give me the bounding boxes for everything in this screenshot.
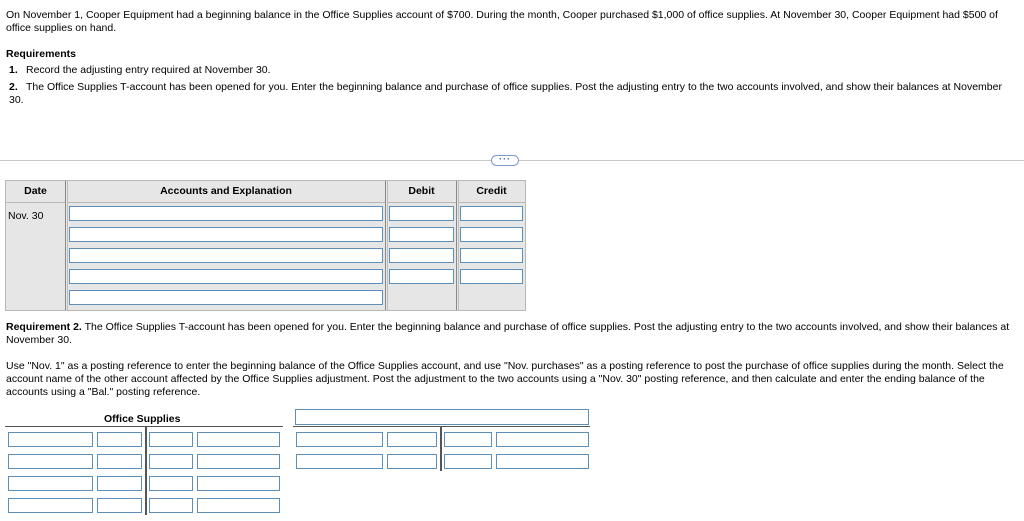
header-date: Date bbox=[6, 181, 65, 203]
credit-input-row-1[interactable] bbox=[460, 206, 523, 221]
account-input-row-2[interactable] bbox=[69, 227, 383, 242]
credit-input-row-4[interactable] bbox=[460, 269, 523, 284]
second-account-name-select[interactable] bbox=[295, 409, 589, 425]
column-separator bbox=[387, 181, 388, 310]
ta2-debit-ref-row-2[interactable] bbox=[296, 454, 383, 469]
requirement-2 bbox=[9, 81, 1009, 107]
requirement-2-number: 2. bbox=[9, 81, 18, 93]
debit-input-row-1[interactable] bbox=[389, 206, 454, 221]
expand-ellipsis-button[interactable]: ··· bbox=[491, 155, 519, 166]
ta2-debit-ref-row-1[interactable] bbox=[296, 432, 383, 447]
column-separator bbox=[67, 181, 68, 310]
t-account-top-line bbox=[5, 426, 283, 427]
account-input-row-4[interactable] bbox=[69, 269, 383, 284]
ta-credit-amount-row-1[interactable] bbox=[149, 432, 193, 447]
ta-debit-ref-row-2[interactable] bbox=[8, 454, 93, 469]
second-t-account-center-line bbox=[440, 427, 442, 471]
ta2-debit-amount-row-1[interactable] bbox=[387, 432, 437, 447]
column-separator bbox=[65, 181, 66, 310]
ta2-debit-amount-row-2[interactable] bbox=[387, 454, 437, 469]
requirement-1-number: 1. bbox=[9, 64, 18, 76]
requirement-2-heading bbox=[6, 321, 1016, 347]
credit-input-row-3[interactable] bbox=[460, 248, 523, 263]
ta-debit-amount-row-1[interactable] bbox=[97, 432, 142, 447]
ta-debit-ref-row-4[interactable] bbox=[8, 498, 93, 513]
column-separator bbox=[456, 181, 457, 310]
ta-debit-amount-row-3[interactable] bbox=[97, 476, 142, 491]
requirements-title: Requirements bbox=[6, 48, 77, 60]
ta-debit-ref-row-3[interactable] bbox=[8, 476, 93, 491]
ta-debit-amount-row-4[interactable] bbox=[97, 498, 142, 513]
account-input-row-1[interactable] bbox=[69, 206, 383, 221]
requirement-2-body: The Office Supplies T-account has been opened for you. Enter the beginning balance and purchase of office supplies. Post the adjusting entry to the two accounts involved, and show their balances at November 30. bbox=[6, 321, 1010, 346]
ta2-credit-ref-row-2[interactable] bbox=[496, 454, 589, 469]
debit-input-row-4[interactable] bbox=[389, 269, 454, 284]
t-account-office-supplies-title: Office Supplies bbox=[104, 413, 181, 425]
ta-debit-amount-row-2[interactable] bbox=[97, 454, 142, 469]
account-input-row-5[interactable] bbox=[69, 290, 383, 305]
column-separator bbox=[458, 181, 459, 310]
header-debit: Debit bbox=[387, 181, 456, 203]
journal-date-cell: Nov. 30 bbox=[8, 210, 44, 222]
requirement-1-text: Record the adjusting entry required at November 30. bbox=[26, 64, 271, 76]
requirement-2-instructions: Use "Nov. 1" as a posting reference to enter the beginning balance of the Office Supplies account, and use "Nov. purchases" as a posting reference to post the purchase of office supplies during the month. Select the account name of the other account affected by the Office Supplies adjustment. Post the adjustment to the two accounts using a "Nov. 30" posting reference, and then calculate and enter the ending balance of the accounts using a "Bal." posting reference. bbox=[6, 360, 1004, 398]
journal-entry-table bbox=[5, 180, 526, 311]
ta-credit-amount-row-3[interactable] bbox=[149, 476, 193, 491]
t-account-center-line bbox=[145, 427, 147, 515]
ta2-credit-amount-row-1[interactable] bbox=[444, 432, 492, 447]
header-credit: Credit bbox=[458, 181, 525, 203]
problem-statement: On November 1, Cooper Equipment had a beginning balance in the Office Supplies account of $700. During the month, Cooper purchased $1,000 of office supplies. At November 30, Cooper Equipment had $500 of office supplies on hand. bbox=[6, 9, 998, 34]
ta-credit-amount-row-4[interactable] bbox=[149, 498, 193, 513]
requirement-1 bbox=[9, 64, 1009, 77]
ta2-credit-ref-row-1[interactable] bbox=[496, 432, 589, 447]
column-separator bbox=[385, 181, 386, 310]
requirement-2-label: Requirement 2. bbox=[6, 321, 82, 333]
account-input-row-3[interactable] bbox=[69, 248, 383, 263]
debit-input-row-2[interactable] bbox=[389, 227, 454, 242]
ta-credit-ref-row-1[interactable] bbox=[197, 432, 280, 447]
requirement-2-text: The Office Supplies T-account has been opened for you. Enter the beginning balance and purchase of office supplies. Post the adjusting entry to the two accounts involved, and show their balances at November 30. bbox=[9, 81, 1002, 106]
ta-credit-amount-row-2[interactable] bbox=[149, 454, 193, 469]
ta-credit-ref-row-4[interactable] bbox=[197, 498, 280, 513]
ta2-credit-amount-row-2[interactable] bbox=[444, 454, 492, 469]
ta-credit-ref-row-3[interactable] bbox=[197, 476, 280, 491]
ta-debit-ref-row-1[interactable] bbox=[8, 432, 93, 447]
ta-credit-ref-row-2[interactable] bbox=[197, 454, 280, 469]
credit-input-row-2[interactable] bbox=[460, 227, 523, 242]
header-accounts: Accounts and Explanation bbox=[67, 181, 385, 203]
debit-input-row-3[interactable] bbox=[389, 248, 454, 263]
